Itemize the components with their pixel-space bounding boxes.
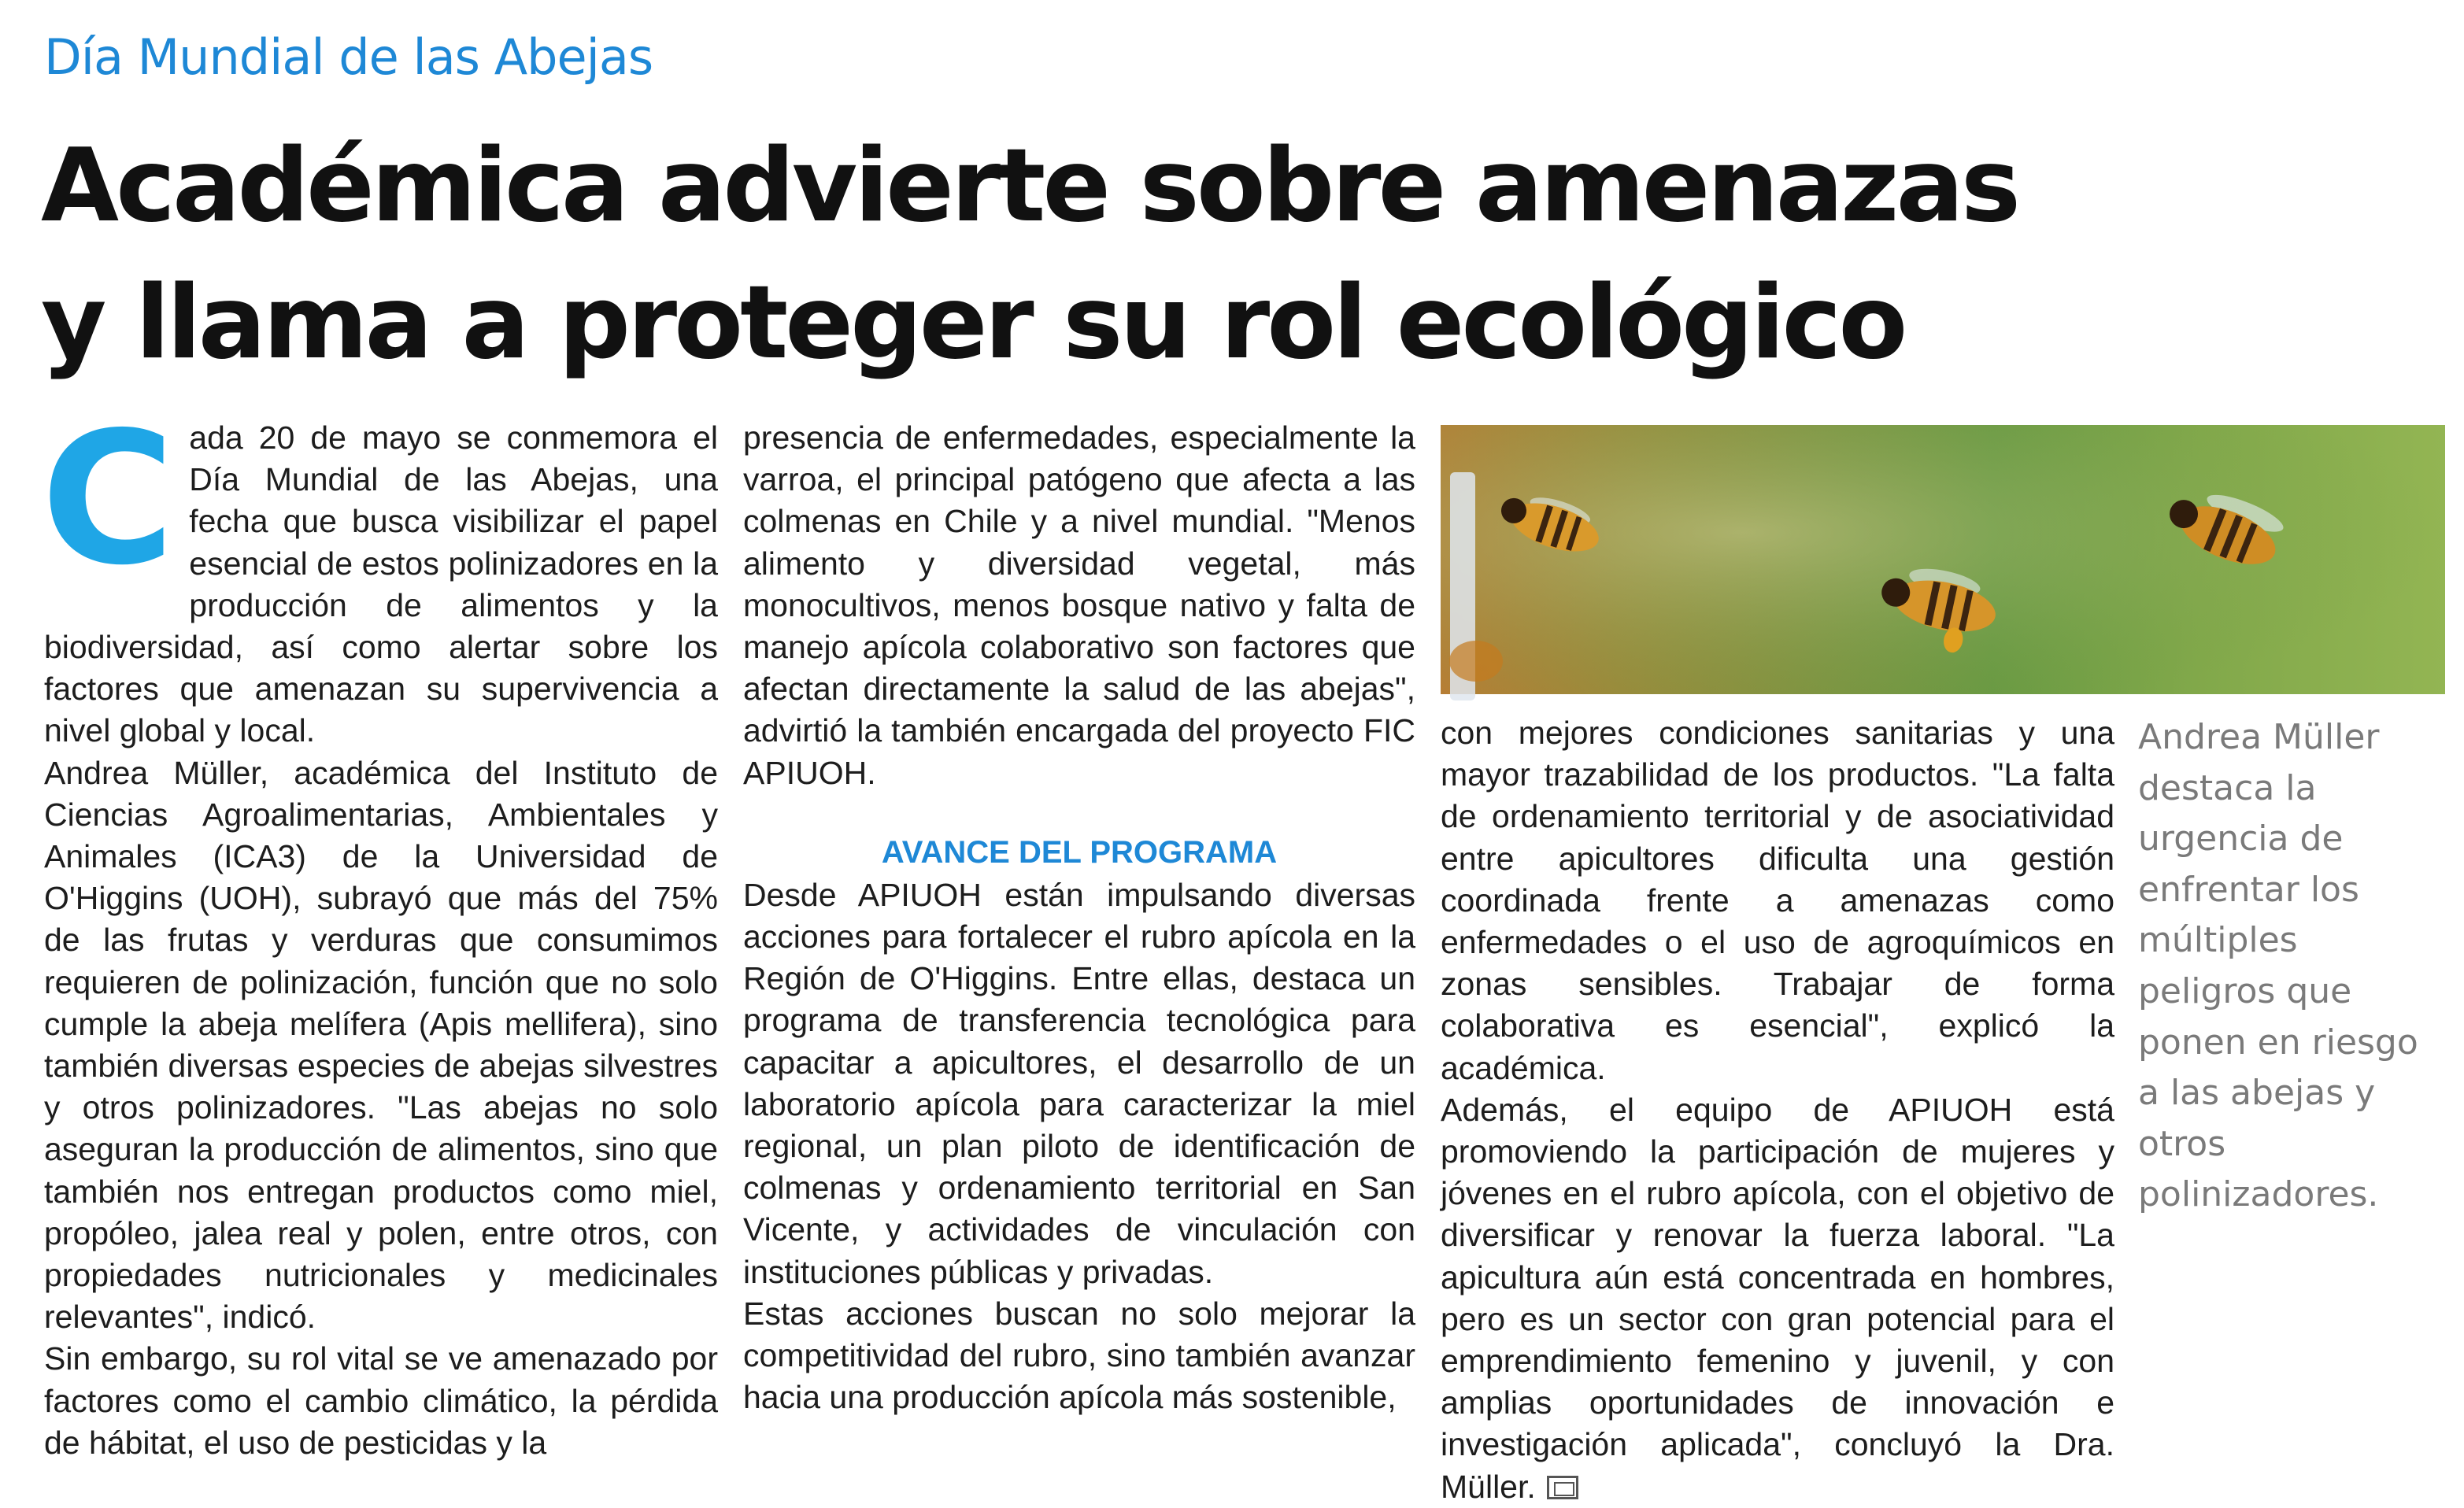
paragraph-text: Además, el equipo de APIUOH está promoviendo la participación de mujeres y jóvenes en el rubro apícola, con el objetivo de diversificar y renovar la fuerza laboral. "La apicultura aún está concentrada en hombres, pero es un sector con gran potencial para el emprendimiento femenino y juvenil, y con amplias oportunidades de innovación e investigación aplicada", concluyó la Dra. Müller. (1441, 1091, 2114, 1505)
paragraph: Estas acciones buscan no solo mejorar la competitividad del rubro, sino también avanzar hacia una producción apícola más sostenible, (743, 1295, 1415, 1416)
paragraph: presencia de enfermedades, especialmente la varroa, el principal patógeno que afecta a las colmenas en Chile y a nivel mundial. "Menos alimento y diversidad vegetal, más monocultivos, menos bosque nativo y falta de manejo apícola colaborativo son factores que afectan directamente la salud de las abejas", advirtió la también encargada del proyecto FIC APIUOH. (743, 420, 1415, 791)
photo-caption: Andrea Müller destaca la urgencia de enfrentar los múltiples peligros que ponen en riesgo a las abejas y otros polinizadores. (2138, 717, 2418, 1215)
paragraph: Andrea Müller, académica del Instituto de Ciencias Agroalimentarias, Ambientales y Animales (ICA3) de la Universidad de O'Higgins (UOH), subrayó que más del 75% de las frutas y verduras que consumimos requieren de polinización, función que no solo cumple la abeja melífera (Apis mellifera), sino también diversas especies de abejas silvestres y otros polinizadores. "Las abejas no solo aseguran la producción de alimentos, sino que también nos entregan productos como miel, propóleo, jalea real y polen, entre otros, con propiedades nutricionales y medicinales relevantes", indicó. (44, 754, 718, 1336)
drop-cap: C (41, 393, 176, 605)
paragraph: ada 20 de mayo se conmemora el Día Mundial de las Abejas, una fecha que busca visibilizar el papel esencial de estos polinizadores en la producción de alimentos y la biodiversidad, así como alertar sobre los factores que amenazan su supervivencia a nivel global y local. (44, 420, 718, 749)
bees-photo (1441, 425, 2445, 694)
end-mark-icon (1547, 1476, 1578, 1499)
paragraph: con mejores condiciones sanitarias y una mayor trazabilidad de los productos. "La falta de ordenamiento territorial y de asociatividad entre apicultores dificulta una gestión coordinada frente a amenazas como enfermedades o el uso de agroquímicos en zonas sensibles. Trabajar de forma colaborativa es esencial", explicó la académica. (1441, 715, 2114, 1086)
paragraph (1441, 1089, 2114, 1508)
headline-line-2: y llama a proteger su rol ecológico (41, 264, 1905, 382)
bees-illustration (1441, 425, 2445, 694)
article-column-3 (1441, 712, 2114, 1508)
article-column-1 (41, 393, 718, 1464)
article-column-2 (743, 417, 1415, 1418)
section-kicker: Día Mundial de las Abejas (44, 28, 653, 86)
paragraph: Sin embargo, su rol vital se ve amenazado por factores como el cambio climático, la pérdida de hábitat, el uso de pesticidas y la (44, 1340, 718, 1461)
headline (41, 118, 2166, 392)
headline-line-1: Académica advierte sobre amenazas (41, 128, 2018, 245)
section-subhead: AVANCE DEL PROGRAMA (881, 834, 1278, 870)
paragraph: Desde APIUOH están impulsando diversas acciones para fortalecer el rubro apícola en la Región de O'Higgins. Entre ellas, destaca un programa de transferencia tecnológica para capacitar a apicultores, el desarrollo de un laboratorio apícola para caracterizar la miel regional, un plan piloto de identificación de colmenas y ordenamiento territorial en San Vicente, y actividades de vinculación con instituciones públicas y privadas. (743, 876, 1415, 1290)
